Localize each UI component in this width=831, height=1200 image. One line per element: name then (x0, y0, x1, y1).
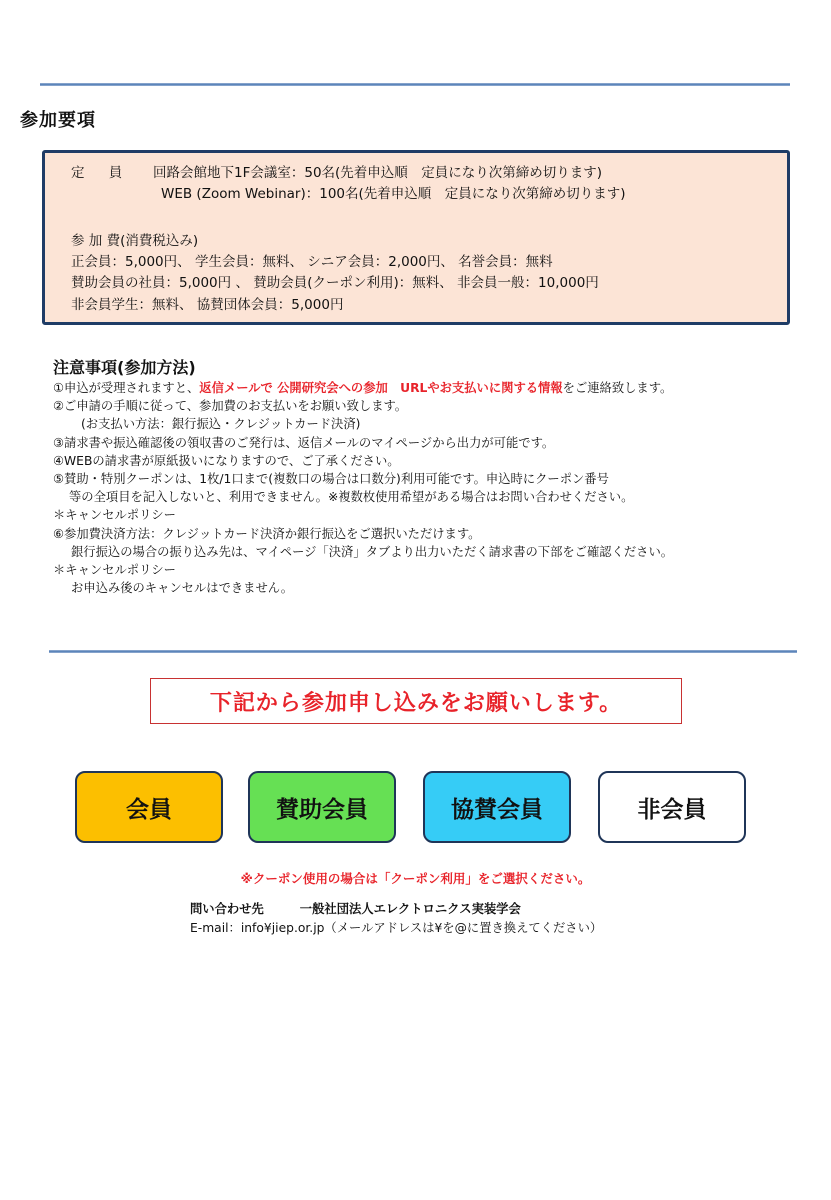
notice-item-1-highlight: 返信メールで 公開研究会への参加 URLやお支払いに関する情報 (199, 381, 563, 395)
fees-line-3: 非会員学生：無料、 協賛団体会員：5,000円 (71, 297, 344, 313)
fees-title: 参 加 費(消費税込み) (71, 233, 199, 249)
registration-cta-banner: 下記から参加申し込みをお願いします。 (150, 678, 682, 724)
capacity-venue-text: 回路会館地下1F会議室：50名(先着申込順 定員になり次第締め切ります) (153, 165, 603, 181)
notice-item-5-cont: 等の全項目を記入しないと、利用できません。※複数枚使用希望がある場合はお問い合わせください。 (69, 490, 634, 505)
notice-item-3: ③請求書や振込確認後の領収書のご発行は、返信メールのマイページから出力が可能です。 (53, 435, 555, 450)
notice-item-4: ④WEBの請求書が原紙扱いになりますので、ご了承ください。 (53, 453, 400, 468)
notice-item-2-sub: (お支払い方法：銀行振込・クレジットカード決済) (81, 417, 361, 432)
cancel-policy-text: お申込み後のキャンセルはできません。 (71, 581, 294, 596)
notice-item-6-sub: 銀行振込の場合の振り込み先は、マイページ「決済」タブより出力いただく請求書の下部をご確認ください。 (71, 544, 674, 559)
coupon-note: ※クーポン使用の場合は「クーポン利用」をご選択ください。 (240, 871, 591, 886)
cancel-policy-heading-2: ＊キャンセルポリシー (53, 563, 176, 578)
notice-item-1-pre: ①申込が受理されますと、 (53, 381, 200, 395)
notice-item-6: ⑥参加費決済方法：クレジットカード決済か銀行振込をご選択いただけます。 (53, 526, 481, 541)
contact-email: E-mail：info¥jiep.or.jp（メールアドレスは¥を@に置き換えてください） (190, 921, 603, 935)
contact-info (190, 899, 521, 917)
capacity-label: 定 員 (71, 165, 133, 181)
member-button[interactable]: 会員 (75, 771, 223, 843)
nonmember-button[interactable]: 非会員 (598, 771, 746, 843)
notice-title: 注意事項(参加方法) (53, 358, 196, 377)
top-divider (40, 83, 790, 86)
contact-org: 一般社団法人エレクトロニクス実装学会 (299, 902, 521, 916)
contact-label: 問い合わせ先 (190, 902, 264, 916)
cancel-policy-heading-1: ＊キャンセルポリシー (53, 508, 176, 523)
cosponsor-member-button[interactable]: 協賛会員 (423, 771, 571, 843)
participation-info-box (42, 150, 790, 325)
fees-line-1: 正会員：5,000円、 学生会員：無料、 シニア会員：2,000円、 名誉会員：無料 (71, 254, 553, 270)
section-title: 参加要項 (20, 110, 96, 131)
notice-item-1-post: をご連絡致します。 (562, 381, 673, 395)
capacity-venue-row (71, 164, 602, 184)
notice-item-5: ⑤賛助・特別クーポンは、1枚/1口まで(複数口の場合は口数分)利用可能です。申込時にクーポン番号 (53, 472, 609, 487)
notice-list (53, 379, 673, 597)
sponsor-member-button[interactable]: 賛助会員 (248, 771, 396, 843)
fees-line-2: 賛助会員の社員：5,000円 、 賛助会員(クーポン利用)：無料、 非会員一般：10,000円 (71, 275, 599, 291)
notice-item-2: ②ご申請の手順に従って、参加費のお支払いをお願い致します。 (53, 399, 408, 414)
capacity-web-text: WEB (Zoom Webinar)：100名(先着申込順 定員になり次第締め切ります) (161, 186, 626, 202)
notice-item-1 (53, 379, 673, 397)
middle-divider (49, 650, 797, 653)
